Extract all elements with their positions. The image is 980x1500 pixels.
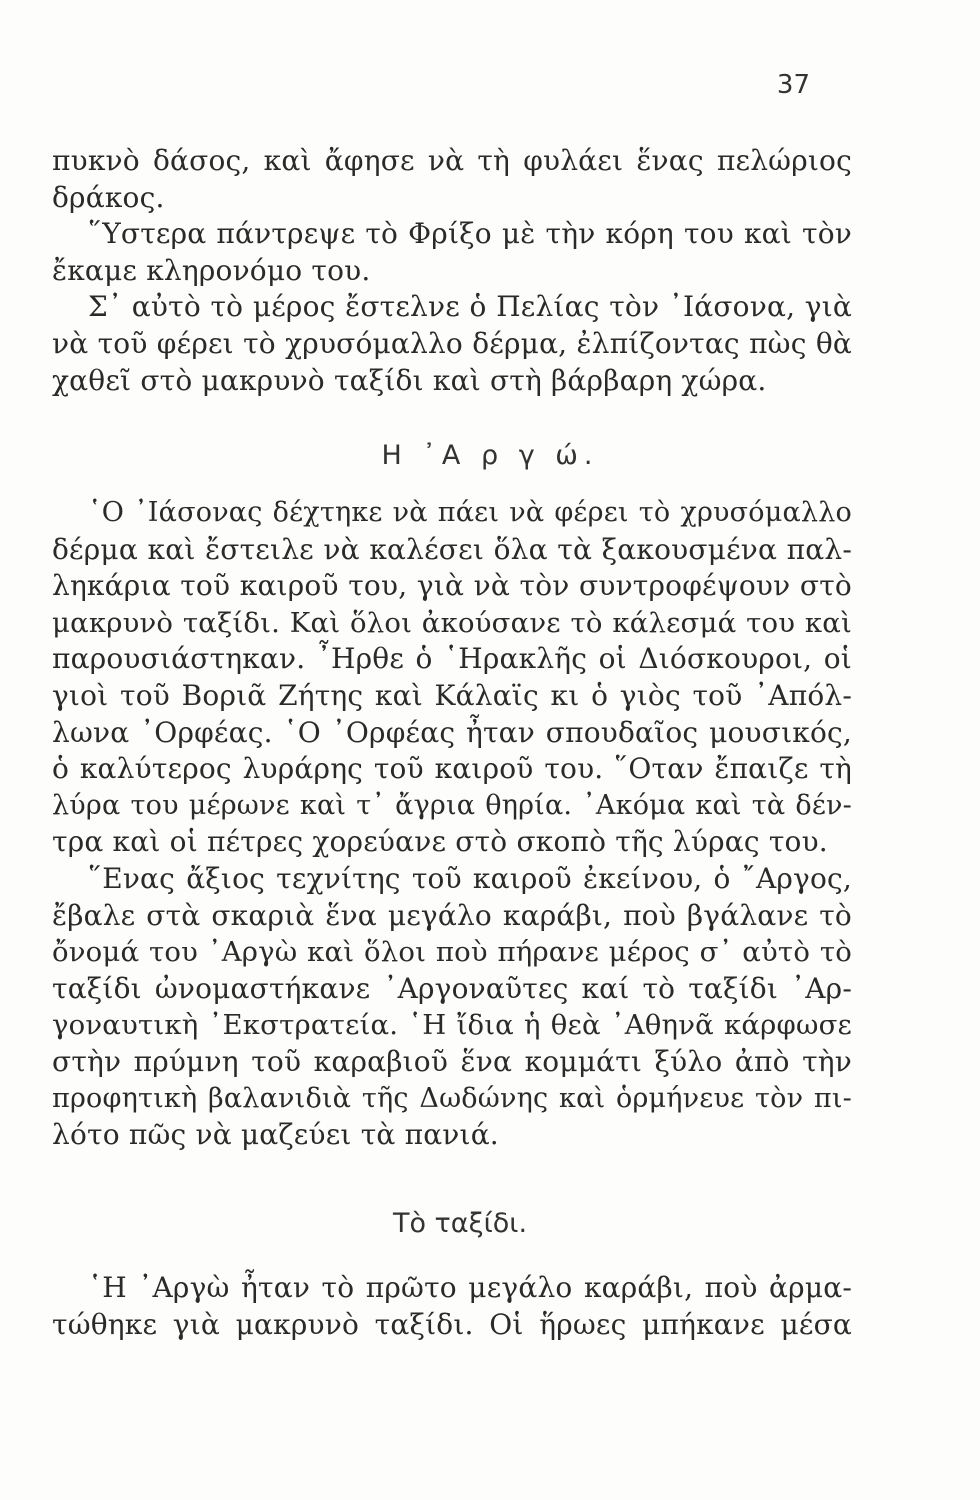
text-line: δέρμα καὶ ἔστειλε νὰ καλέσει ὅλα τὰ ξακουσμένα παλ-: [52, 532, 852, 566]
text-line: δράκος.: [52, 180, 165, 214]
text-line: ἔκαμε κληρονόμο του.: [52, 253, 371, 287]
text-line: γοναυτικὴ ᾿Εκστρατεία. ῾Η ἴδια ἡ θεὰ ᾿Αθηνᾶ κάρφωσε: [52, 1009, 852, 1042]
text-line: ῾Η ᾿Αργὼ ἦταν τὸ πρῶτο μεγάλο καράβι, ποὺ ἀρμα-: [88, 1271, 852, 1304]
text-line: λότο πῶς νὰ μαζεύει τὰ πανιά.: [52, 1118, 499, 1152]
text-line: ὄνομά του ᾿Αργὼ καὶ ὅλοι ποὺ πήρανε μέρος σ᾿ αὐτὸ τὸ: [52, 936, 852, 969]
text-line: ἔβαλε στὰ σκαριὰ ἕνα μεγάλο καράβι, ποὺ βγάλανε τὸ: [52, 898, 852, 932]
text-line: Σ᾿ αὐτὸ τὸ μέρος ἔστελνε ὁ Πελίας τὸν ᾿Ιάσονα, γιὰ: [88, 290, 852, 324]
text-line: ῾Ο ᾿Ιάσονας δέχτηκε νὰ πάει νὰ φέρει τὸ χρυσόμαλλο: [88, 497, 852, 528]
text-line: ῞Υστερα πάντρεψε τὸ Φρίξο μὲ τὴν κόρη του καὶ τὸν: [88, 217, 852, 251]
text-line: λωνα ᾿Ορφέας. ῾Ο ᾿Ορφέας ἦταν σπουδαῖος μουσικός,: [52, 715, 852, 749]
text-line: μακρυνὸ ταξίδι. Καὶ ὅλοι ἀκούσανε τὸ κάλεσμά του καὶ: [52, 606, 852, 639]
text-line: ῞Ενας ἄξιος τεχνίτης τοῦ καιροῦ ἐκείνου, ὁ ῎Αργος,: [88, 861, 852, 895]
paragraph-block-2: [52, 495, 852, 1154]
text-line: στὴν πρύμνη τοῦ καραβιοῦ ἕνα κομμάτι ξύλο ἀπὸ τὴν: [52, 1044, 852, 1078]
text-line: γιοὶ τοῦ Βοριᾶ Ζήτης καὶ Κάλαϊς κι ὁ γιὸς τοῦ ᾿Απόλ-: [52, 678, 852, 712]
text-line: τρα καὶ οἱ πέτρες χορεύανε στὸ σκοπὸ τῆς λύρας του.: [52, 825, 828, 859]
text-line: πυκνὸ δάσος, καὶ ἄφησε νὰ τὴ φυλάει ἕνας πελώριος: [52, 144, 852, 177]
text-line: νὰ τοῦ φέρει τὸ χρυσόμαλλο δέρμα, ἐλπίζοντας πὼς θὰ: [52, 326, 852, 360]
text-line: ταξίδι ὠνομαστήκανε ᾿Αργοναῦτες καί τὸ ταξίδι ᾿Αρ-: [52, 971, 852, 1005]
text-line: ληκάρια τοῦ καιροῦ του, γιὰ νὰ τὸν συντροφέψουν στὸ: [52, 569, 852, 603]
text-line: χαθεῖ στὸ μακρυνὸ ταξίδι καὶ στὴ βάρβαρη χώρα.: [52, 363, 767, 397]
text-line: λύρα του μέρωνε καὶ τ᾿ ἄγρια θηρία. ᾿Ακόμα καὶ τὰ δέν-: [52, 789, 852, 821]
section-heading-argo: Η ᾿Α ρ γ ώ.: [381, 440, 599, 471]
text-line: παρουσιάστηκαν. ῏Ηρθε ὁ ῾Ηρακλῆς οἱ Διόσκουροι, οἱ: [52, 642, 852, 676]
text-line: τώθηκε γιὰ μακρυνὸ ταξίδι. Οἱ ἥρωες μπήκανε μέσα: [52, 1307, 852, 1341]
text-line: προφητικὴ βαλανιδιὰ τῆς Δωδώνης καὶ ὁρμήνευε τὸν πι-: [52, 1082, 852, 1114]
paragraph-block-3: [52, 1270, 852, 1343]
text-line: ὁ καλύτερος λυράρης τοῦ καιροῦ του. ῞Οταν ἔπαιζε τὴ: [52, 752, 852, 786]
paragraph-block-1: [52, 143, 852, 399]
page-number: 37: [776, 70, 810, 100]
section-heading-journey: Τὸ ταξίδι.: [392, 1208, 528, 1239]
